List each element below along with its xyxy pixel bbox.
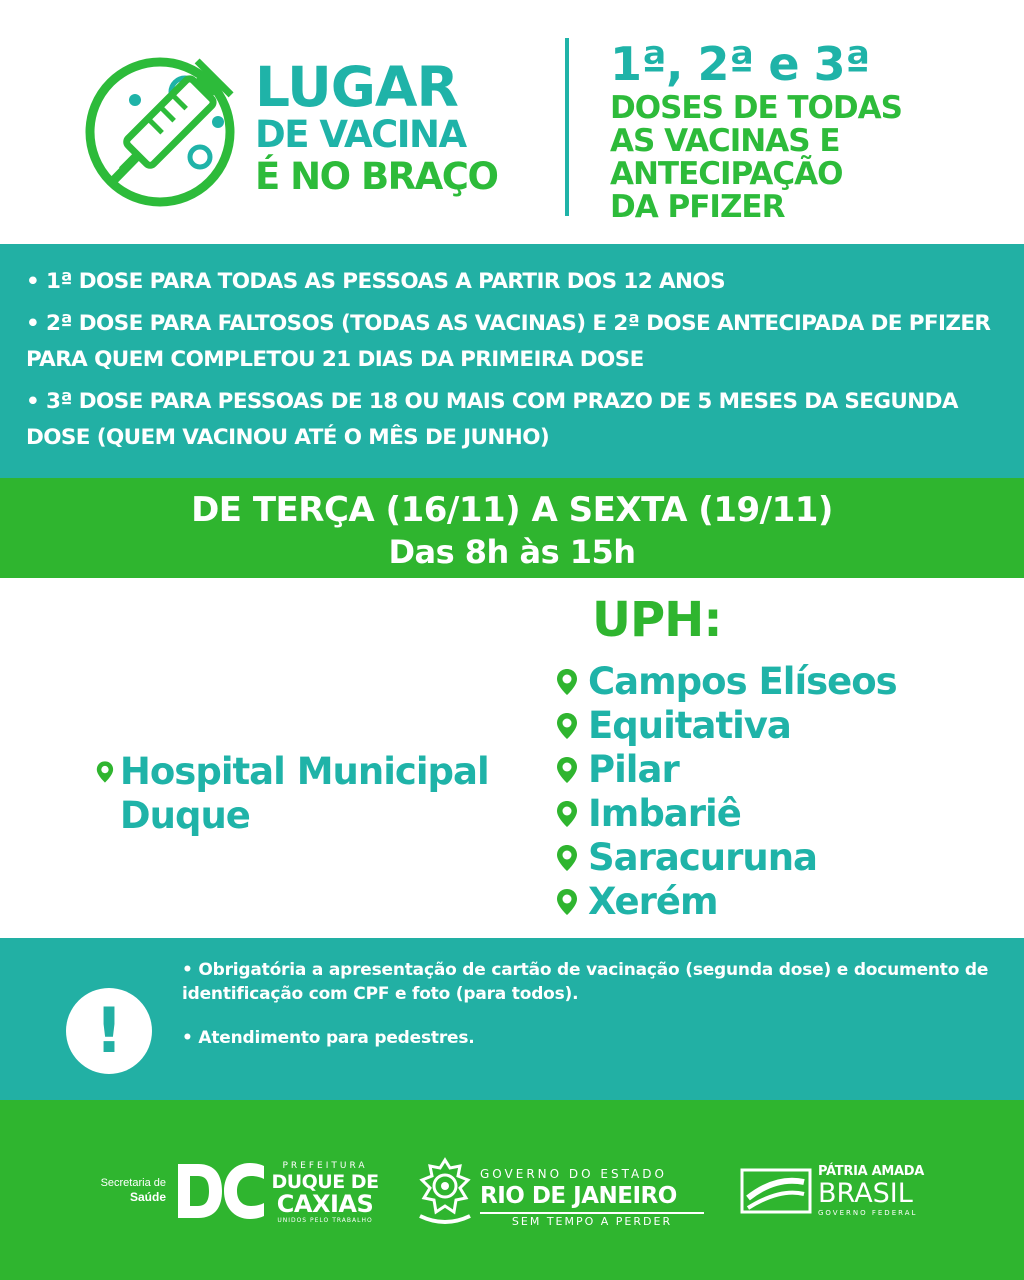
- schedule-time: Das 8h às 15h: [388, 533, 636, 571]
- doses-subtitle-line: DOSES DE TODAS: [610, 90, 902, 126]
- hospital-name: Hospital Municipal Duque: [119, 750, 489, 837]
- location-pin-icon: [556, 756, 578, 784]
- list-item: [556, 836, 1016, 880]
- estado-slogan: SEM TEMPO A PERDER: [511, 1215, 673, 1228]
- eligibility-bullet: • 1ª DOSE PARA TODAS AS PESSOAS A PARTIR DOS 12 ANOS: [26, 269, 725, 294]
- doses-subtitle-line: ANTECIPAÇÃO: [610, 156, 843, 192]
- footer: [0, 1100, 1024, 1280]
- uph-list: [556, 660, 1016, 924]
- logo-line-2: DE VACINA: [255, 113, 466, 156]
- doses-subtitle-line: AS VACINAS E: [610, 123, 840, 159]
- location-pin-icon: [556, 800, 578, 828]
- federal-name: BRASIL: [818, 1178, 913, 1209]
- eligibility-bullet: • 2ª DOSE PARA FALTOSOS (TODAS AS VACINAS) E 2ª DOSE ANTECIPADA DE PFIZER PARA QUEM COMPLETOU 21 DIAS DA PRIMEIRA DOSE: [26, 311, 991, 372]
- governo-rio-de-janeiro: [480, 1166, 704, 1230]
- location-pin-icon: [96, 758, 114, 786]
- prefeitura-name-1: DUQUE DE: [271, 1171, 379, 1193]
- duque-de-caxias-logo-icon: [176, 1162, 266, 1220]
- uph-name: Pilar: [588, 748, 679, 791]
- rio-de-janeiro-seal-icon: [414, 1156, 476, 1228]
- header-divider: [565, 38, 569, 216]
- governo-federal: [818, 1164, 958, 1218]
- notice-item: • Atendimento para pedestres.: [182, 1028, 475, 1048]
- prefeitura-label: PREFEITURA: [282, 1161, 368, 1171]
- prefeitura-duque-de-caxias: [270, 1160, 380, 1226]
- list-item: [556, 704, 1016, 748]
- list-item: [556, 792, 1016, 836]
- uph-name: Xerém: [588, 880, 718, 923]
- logo-line-3: É NO BRAÇO: [255, 155, 498, 198]
- federal-slogan: PÁTRIA AMADA: [818, 1164, 924, 1179]
- uph-name: Imbariê: [588, 792, 741, 835]
- alert-icon: [66, 988, 152, 1074]
- list-item: [556, 880, 1016, 924]
- secretaria-label-line: Saúde: [129, 1190, 166, 1204]
- uph-title: UPH:: [592, 592, 722, 648]
- schedule-date: DE TERÇA (16/11) A SEXTA (19/11): [191, 490, 833, 530]
- brasil-flag-icon: [740, 1168, 812, 1214]
- vaccine-syringe-icon: [80, 52, 245, 212]
- doses-heading: [610, 36, 1010, 224]
- prefeitura-tagline: UNIDOS PELO TRABALHO: [277, 1217, 373, 1224]
- location-pin-icon: [556, 888, 578, 916]
- federal-label: GOVERNO FEDERAL: [818, 1209, 918, 1217]
- notice-text: [182, 958, 1002, 1050]
- notice-section: [0, 938, 1024, 1100]
- logo-line-1: LUGAR: [255, 55, 458, 119]
- list-item: [556, 660, 1016, 704]
- uph-name: Campos Elíseos: [588, 660, 897, 703]
- hospital-location: [96, 750, 536, 838]
- location-pin-icon: [556, 712, 578, 740]
- doses-title: 1ª, 2ª e 3ª: [610, 37, 870, 91]
- location-pin-icon: [556, 668, 578, 696]
- exclamation-icon: !: [94, 994, 124, 1067]
- doses-subtitle-line: DA PFIZER: [610, 189, 785, 225]
- eligibility-info: [0, 244, 1024, 478]
- uph-name: Saracuruna: [588, 836, 818, 879]
- list-item: [556, 748, 1016, 792]
- header: [0, 0, 1024, 244]
- secretaria-saude-label: [86, 1176, 166, 1204]
- uph-name: Equitativa: [588, 704, 791, 747]
- eligibility-bullet: • 3ª DOSE PARA PESSOAS DE 18 OU MAIS COM PRAZO DE 5 MESES DA SEGUNDA DOSE (QUEM VACINOU ATÉ O MÊS DE JUNHO): [26, 389, 958, 450]
- notice-item: • Obrigatória a apresentação de cartão de vacinação (segunda dose) e documento de identificação com CPF e foto (para todos).: [182, 960, 989, 1004]
- estado-label: GOVERNO DO ESTADO: [480, 1167, 667, 1181]
- locations-section: [0, 578, 1024, 938]
- campaign-logo-text: [255, 55, 505, 198]
- secretaria-label-line: Secretaria de: [100, 1177, 166, 1189]
- schedule-band: [0, 478, 1024, 578]
- location-pin-icon: [556, 844, 578, 872]
- prefeitura-name-2: CAXIAS: [276, 1190, 374, 1218]
- estado-name: RIO DE JANEIRO: [480, 1182, 704, 1214]
